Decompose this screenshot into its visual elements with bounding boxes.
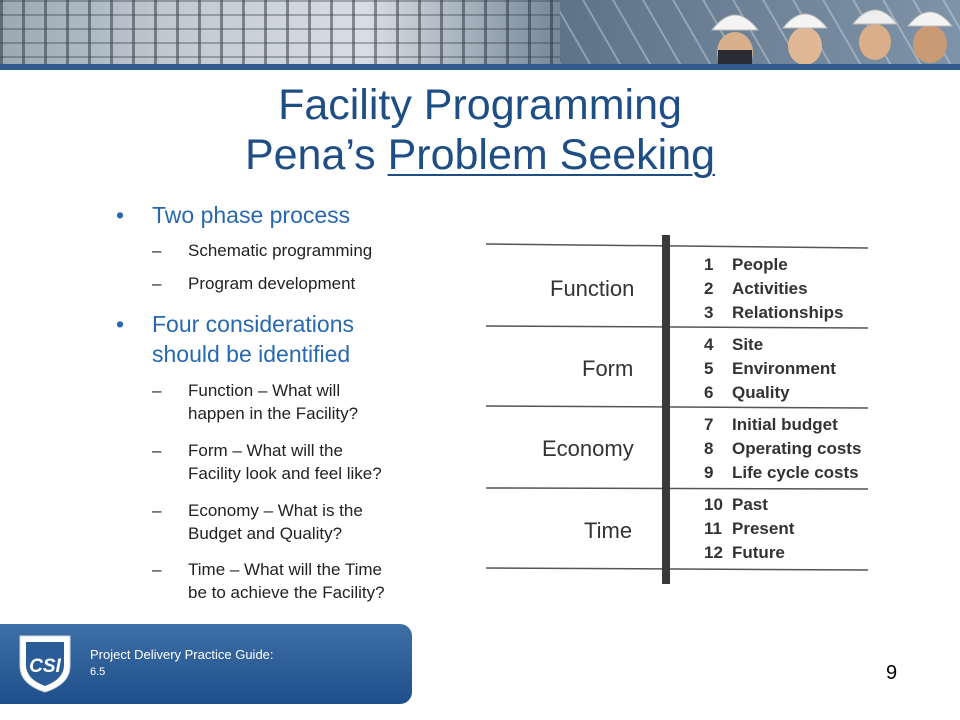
dash-glyph: – xyxy=(152,560,162,579)
diagram-item: 1 People xyxy=(704,255,788,274)
diagram-item: 9 Life cycle costs xyxy=(704,463,859,482)
diagram-item: 10 Past xyxy=(704,495,768,514)
sub-bullet-line-2: happen in the Facility? xyxy=(188,404,359,423)
diagram-item: 2 Activities xyxy=(704,279,808,298)
diagram-item: 12 Future xyxy=(704,543,785,562)
dash-glyph: – xyxy=(152,241,162,260)
svg-text:CSI: CSI xyxy=(29,656,61,677)
dash-glyph: – xyxy=(152,381,162,400)
diagram-item: 4 Site xyxy=(704,335,764,354)
diagram-item: 5 Environment xyxy=(704,359,836,378)
title-line-1: Facility Programming xyxy=(278,81,682,129)
dash-glyph: – xyxy=(152,441,162,460)
footer-title: Project Delivery Practice Guide: xyxy=(90,647,274,662)
group-label-form: Form xyxy=(582,356,634,381)
sub-bullet-text: Schematic programming xyxy=(188,241,373,260)
sub-bullet-time xyxy=(152,558,385,604)
diagram-item: 6 Quality xyxy=(704,383,790,402)
sub-bullet-line-1: Economy – What is the xyxy=(188,501,363,520)
slide-title xyxy=(0,80,960,180)
considerations-diagram xyxy=(484,230,870,590)
bullet-text-line-2: should be identified xyxy=(152,341,351,367)
bullet-four-considerations xyxy=(116,309,354,369)
bullet-text-line-1: Four considerations xyxy=(152,311,354,337)
csi-logo xyxy=(14,632,76,694)
group-label-time: Time xyxy=(584,518,633,543)
page-number: 9 xyxy=(886,662,898,684)
sub-bullet-economy xyxy=(152,499,363,545)
sub-bullet-text: Program development xyxy=(188,274,356,293)
title-underlined: Problem Seeking xyxy=(387,131,716,179)
title-prefix: Pena’s xyxy=(244,131,388,179)
sub-bullet-line-2: Facility look and feel like? xyxy=(188,464,382,483)
sub-bullet xyxy=(152,239,373,262)
diagram-item: 11 Present xyxy=(704,519,795,538)
title-line-2 xyxy=(0,130,960,180)
construction-workers-photo xyxy=(690,0,960,66)
bullet-text: Two phase process xyxy=(152,202,351,228)
bullet-glyph: • xyxy=(116,311,125,337)
diagram-lines xyxy=(484,230,870,590)
diagram-item: 3 Relationships xyxy=(704,303,844,322)
sub-bullet xyxy=(152,272,356,295)
sub-bullet-line-1: Form – What will the xyxy=(188,441,343,460)
group-label-economy: Economy xyxy=(542,436,634,461)
dash-glyph: – xyxy=(152,501,162,520)
dash-glyph: – xyxy=(152,274,162,293)
bullet-glyph: • xyxy=(116,202,125,228)
sub-bullet-line-1: Function – What will xyxy=(188,381,341,400)
footer-panel xyxy=(0,624,412,704)
sub-bullet-function xyxy=(152,379,359,425)
sub-bullet-form xyxy=(152,439,382,485)
sub-bullet-line-2: be to achieve the Facility? xyxy=(188,583,385,602)
group-label-function: Function xyxy=(550,276,635,301)
header-stripe xyxy=(0,64,960,70)
footer-subtitle: 6.5 xyxy=(90,666,106,678)
diagram-item: 8 Operating costs xyxy=(704,439,862,458)
header-banner-image xyxy=(0,0,960,66)
diagram-item: 7 Initial budget xyxy=(704,415,838,434)
bullet-two-phase xyxy=(116,200,351,230)
sub-bullet-line-2: Budget and Quality? xyxy=(188,524,343,543)
sub-bullet-line-1: Time – What will the Time xyxy=(188,560,382,579)
